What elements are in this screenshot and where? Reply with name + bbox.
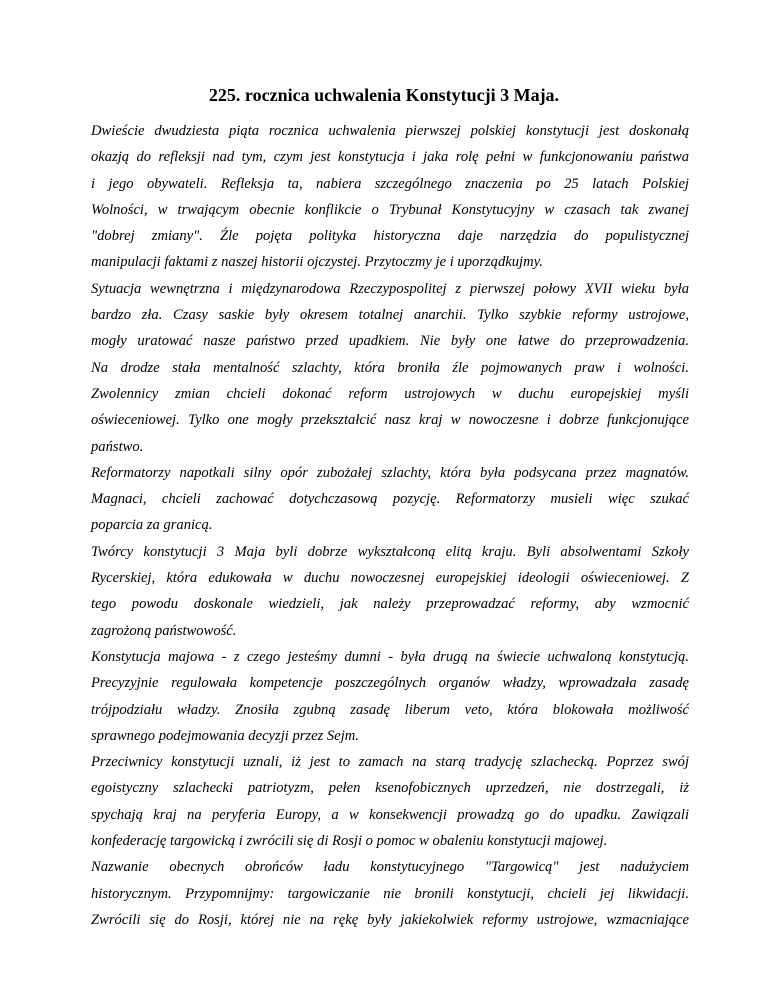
document-title: 225. rocznica uchwalenia Konstytucji 3 Maja. <box>208 85 560 105</box>
text-line: trójpodziału władzy. Znosiła zgubną zasadę liberum veto, która blokowała możliwość <box>91 701 689 718</box>
text-line: bardzo zła. Czasy saskie były okresem totalnej anarchii. Tylko szybkie reformy ustrojowe, <box>91 307 689 324</box>
text-line: tego powodu doskonale wiedzieli, jak należy przeprowadzać reformy, aby wzmocnić <box>91 596 689 613</box>
text-line: Precyzyjnie regulowała kompetencje poszczególnych organów władzy, wprowadzała zasadę <box>91 675 689 692</box>
text-line: i jego obywateli. Refleksja ta, nabiera szczególnego znaczenia po 25 latach Polskiej <box>91 175 689 192</box>
text-line: Sytuacja wewnętrzna i międzynarodowa Rzeczypospolitej z pierwszej połowy XVII wieku była <box>91 280 689 297</box>
text-line: zagrożoną państwowość. <box>91 622 237 639</box>
text-line: manipulacji faktami z naszej historii ojczystej. Przytoczmy je i uporządkujmy. <box>91 254 543 271</box>
text-line: Reformatorzy napotkali silny opór zubożałej szlachty, która była podsycana przez magnatów. <box>91 464 689 481</box>
text-line: Przeciwnicy konstytucji uznali, iż jest to zamach na starą tradycję szlachecką. Poprzez swój <box>91 754 689 771</box>
text-line: sprawnego podejmowania decyzji przez Sejm. <box>91 727 359 744</box>
text-line: "dobrej zmiany". Źle pojęta polityka historyczna daje narzędzia do populistycznej <box>91 228 689 245</box>
text-line: konfederację targowicką i zwrócili się di Rosji o pomoc w obaleniu konstytucji majowej. <box>91 833 608 850</box>
text-line: państwo. <box>91 438 144 455</box>
text-line: Magnaci, chcieli zachować dotychczasową pozycję. Reformatorzy musieli więc szukać <box>91 491 689 508</box>
text-line: Dwieście dwudziesta piąta rocznica uchwalenia pierwszej polskiej konstytucji jest doskonałą <box>91 123 689 139</box>
text-line: Zwolennicy zmian chcieli dokonać reform ustrojowych w duchu europejskiej myśli <box>91 385 689 402</box>
text-line: spychają kraj na peryferia Europy, a w konsekwencji prowadzą go do upadku. Zawiązali <box>91 806 689 823</box>
document-body <box>91 118 689 933</box>
text-line: mogły uratować nasze państwo przed upadkiem. Nie były one łatwe do przeprowadzenia. <box>91 333 689 350</box>
text-line: historycznym. Przypomnijmy: targowiczanie nie bronili konstytucji, chcieli jej likwidacji. <box>91 885 689 902</box>
text-line: oświeceniowej. Tylko one mogły przekształcić nasz kraj w nowoczesne i dobrze funkcjonujące <box>91 412 689 429</box>
text-line: Nazwanie obecnych obrońców ładu konstytucyjnego "Targowicą" jest nadużyciem <box>91 859 689 876</box>
text-line: poparcia za granicą. <box>91 517 213 534</box>
text-line: Rycerskiej, która edukowała w duchu nowoczesnej europejskiej ideologii oświeceniowej. Z <box>91 570 689 587</box>
text-line: Konstytucja majowa - z czego jesteśmy dumni - była drugą na świecie uchwaloną konstytucją. <box>91 648 689 665</box>
text-line: Na drodze stała mentalność szlachty, która broniła źle pojmowanych praw i wolności. <box>91 359 689 376</box>
text-line: Wolności, w trwającym obecnie konflikcie o Trybunał Konstytucyjny w czasach tak zwanej <box>91 201 689 218</box>
text-line: egoistyczny szlachecki patriotyzm, pełen ksenofobicznych uprzedzeń, nie dostrzegali, iż <box>91 780 689 797</box>
text-line: Twórcy konstytucji 3 Maja byli dobrze wykształconą elitą kraju. Byli absolwentami Szkoły <box>91 543 689 560</box>
text-line: Zwrócili się do Rosji, której nie na rękę były jakiekolwiek reformy ustrojowe, wzmacniające <box>91 911 689 928</box>
text-line: okazją do refleksji nad tym, czym jest konstytucja i jaka rolę pełni w funkcjonowaniu państwa <box>91 149 689 166</box>
